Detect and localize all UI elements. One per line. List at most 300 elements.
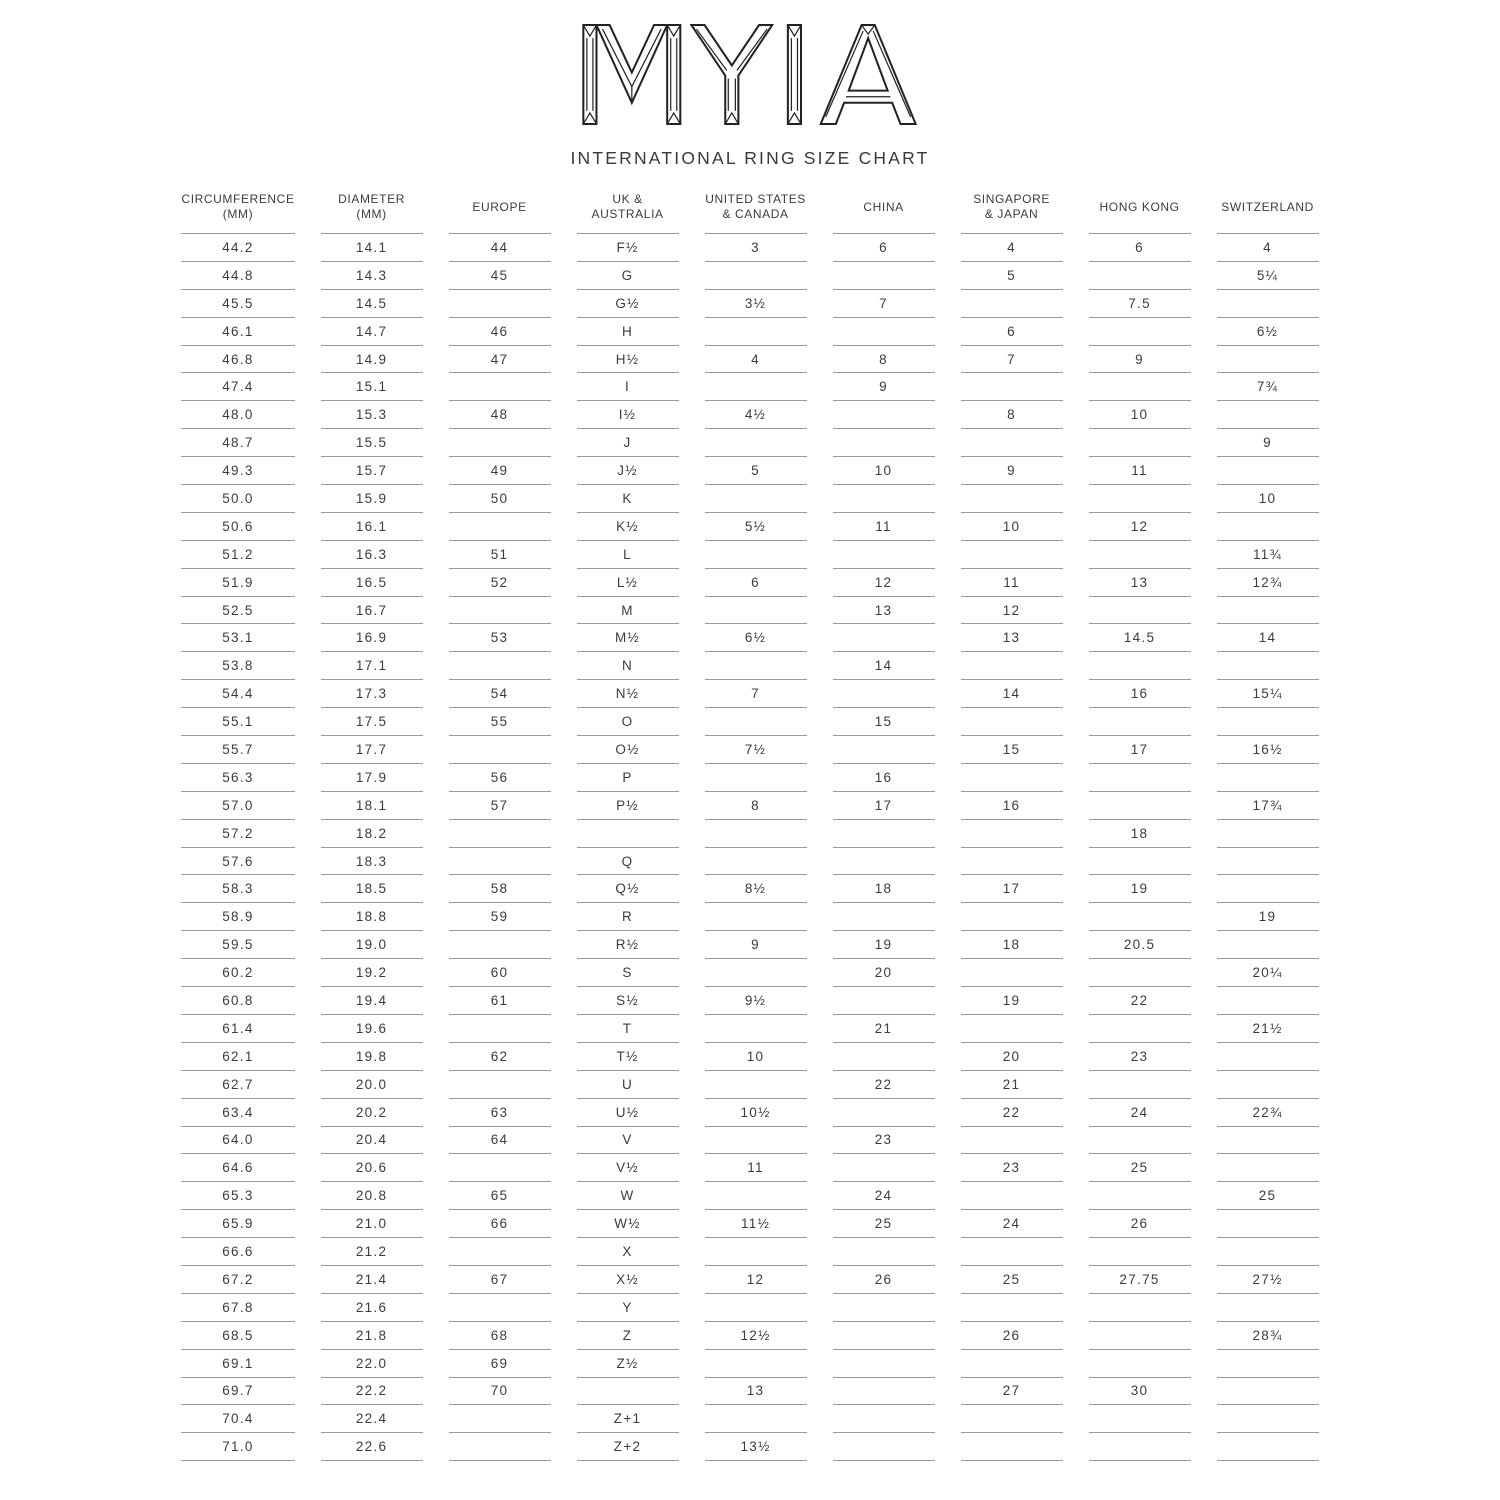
table-row xyxy=(181,1266,1318,1294)
table-cell: 21½ xyxy=(1217,1015,1319,1043)
table-cell xyxy=(449,290,551,318)
table-cell: 18 xyxy=(833,875,935,903)
table-cell xyxy=(705,373,807,401)
table-cell xyxy=(1217,1071,1319,1099)
table-cell: 46.8 xyxy=(181,346,294,374)
table-row xyxy=(181,1099,1318,1127)
table-cell xyxy=(449,652,551,680)
table-row xyxy=(181,903,1318,931)
table-cell xyxy=(1089,1405,1191,1433)
table-cell xyxy=(1089,373,1191,401)
table-cell: 67 xyxy=(449,1266,551,1294)
table-cell: 44.2 xyxy=(181,234,294,262)
table-cell: 8 xyxy=(961,401,1063,429)
table-cell: Q½ xyxy=(577,875,679,903)
column-header: SINGAPORE & JAPAN xyxy=(961,185,1063,234)
table-cell: 57.2 xyxy=(181,820,294,848)
table-cell xyxy=(961,652,1063,680)
table-row xyxy=(181,569,1318,597)
table-cell: 20.0 xyxy=(321,1071,423,1099)
table-cell xyxy=(1089,652,1191,680)
table-cell: 22¾ xyxy=(1217,1099,1319,1127)
table-cell: 7½ xyxy=(705,736,807,764)
table-cell xyxy=(449,373,551,401)
table-cell: 49.3 xyxy=(181,457,294,485)
table-cell: 47 xyxy=(449,346,551,374)
table-header-row xyxy=(181,185,1318,234)
table-cell: 6 xyxy=(705,569,807,597)
table-cell: 20.8 xyxy=(321,1182,423,1210)
table-cell: 13 xyxy=(833,597,935,625)
table-cell: 15.7 xyxy=(321,457,423,485)
table-cell: S xyxy=(577,959,679,987)
table-cell: 20¼ xyxy=(1217,959,1319,987)
table-row xyxy=(181,318,1318,346)
table-cell xyxy=(833,485,935,513)
table-cell xyxy=(833,1378,935,1406)
table-cell xyxy=(1089,1071,1191,1099)
table-cell: 13 xyxy=(1089,569,1191,597)
table-cell xyxy=(1089,1127,1191,1155)
table-cell xyxy=(833,1322,935,1350)
table-cell xyxy=(833,680,935,708)
myia-logo xyxy=(582,24,918,125)
table-cell: 12 xyxy=(1089,513,1191,541)
table-cell: 21.0 xyxy=(321,1210,423,1238)
table-cell: H½ xyxy=(577,346,679,374)
table-cell: 24 xyxy=(961,1210,1063,1238)
table-cell: Q xyxy=(577,848,679,876)
table-cell xyxy=(449,1071,551,1099)
table-cell xyxy=(705,597,807,625)
table-cell xyxy=(961,1238,1063,1266)
table-cell: 67.8 xyxy=(181,1294,294,1322)
table-row xyxy=(181,485,1318,513)
table-cell: 9 xyxy=(705,931,807,959)
table-cell xyxy=(961,764,1063,792)
table-cell: 64.6 xyxy=(181,1154,294,1182)
table-cell xyxy=(961,1433,1063,1461)
table-cell xyxy=(1089,1238,1191,1266)
table-cell xyxy=(1217,290,1319,318)
table-cell: 14.5 xyxy=(321,290,423,318)
table-row xyxy=(181,1433,1318,1461)
table-cell: 28¾ xyxy=(1217,1322,1319,1350)
table-cell xyxy=(961,290,1063,318)
table-cell: 12¾ xyxy=(1217,569,1319,597)
table-cell xyxy=(1217,764,1319,792)
table-cell: T½ xyxy=(577,1043,679,1071)
logo-letter-m xyxy=(583,25,680,124)
table-cell: 57.0 xyxy=(181,792,294,820)
table-cell xyxy=(705,1294,807,1322)
table-row xyxy=(181,541,1318,569)
table-cell: 19.4 xyxy=(321,987,423,1015)
table-cell xyxy=(833,1433,935,1461)
table-cell: 24 xyxy=(833,1182,935,1210)
table-cell xyxy=(1217,346,1319,374)
table-cell: Z xyxy=(577,1322,679,1350)
table-cell xyxy=(1089,1015,1191,1043)
table-cell xyxy=(961,429,1063,457)
table-cell: X½ xyxy=(577,1266,679,1294)
logo-container xyxy=(0,0,1500,130)
table-cell xyxy=(1089,1182,1191,1210)
table-cell xyxy=(705,959,807,987)
table-cell xyxy=(833,848,935,876)
table-cell xyxy=(449,1405,551,1433)
table-cell xyxy=(449,1238,551,1266)
table-cell: 17.9 xyxy=(321,764,423,792)
table-cell: J xyxy=(577,429,679,457)
table-row xyxy=(181,1043,1318,1071)
table-cell: 22 xyxy=(961,1099,1063,1127)
table-cell: U½ xyxy=(577,1099,679,1127)
table-cell: 60.2 xyxy=(181,959,294,987)
table-cell: G xyxy=(577,262,679,290)
table-cell: 13½ xyxy=(705,1433,807,1461)
table-cell xyxy=(961,848,1063,876)
table-cell: 64 xyxy=(449,1127,551,1155)
table-cell xyxy=(705,1405,807,1433)
table-cell xyxy=(705,318,807,346)
table-cell: P½ xyxy=(577,792,679,820)
table-cell: 52 xyxy=(449,569,551,597)
table-row xyxy=(181,708,1318,736)
table-cell: 20 xyxy=(961,1043,1063,1071)
table-cell: 15¼ xyxy=(1217,680,1319,708)
table-cell: 69.1 xyxy=(181,1350,294,1378)
table-cell: 7 xyxy=(833,290,935,318)
table-cell xyxy=(833,541,935,569)
table-row xyxy=(181,1210,1318,1238)
table-row xyxy=(181,736,1318,764)
table-row xyxy=(181,290,1318,318)
table-cell: 54.4 xyxy=(181,680,294,708)
table-cell: 12 xyxy=(961,597,1063,625)
table-cell: 18.2 xyxy=(321,820,423,848)
table-row xyxy=(181,234,1318,262)
table-cell xyxy=(449,1015,551,1043)
table-cell: 59 xyxy=(449,903,551,931)
table-cell xyxy=(1217,820,1319,848)
table-cell: 52.5 xyxy=(181,597,294,625)
table-cell xyxy=(1217,1433,1319,1461)
table-cell: 6½ xyxy=(705,624,807,652)
table-cell: 19.6 xyxy=(321,1015,423,1043)
table-cell: 19 xyxy=(833,931,935,959)
table-cell: J½ xyxy=(577,457,679,485)
table-cell: 18.8 xyxy=(321,903,423,931)
table-cell xyxy=(1217,1294,1319,1322)
table-cell: 46.1 xyxy=(181,318,294,346)
table-row xyxy=(181,987,1318,1015)
table-cell: 61 xyxy=(449,987,551,1015)
logo-letter-a xyxy=(821,25,916,124)
table-row xyxy=(181,1238,1318,1266)
table-cell xyxy=(833,318,935,346)
table-cell: Y xyxy=(577,1294,679,1322)
table-cell: 19 xyxy=(961,987,1063,1015)
table-cell: 17 xyxy=(833,792,935,820)
table-cell: 6 xyxy=(961,318,1063,346)
table-cell: 12½ xyxy=(705,1322,807,1350)
table-cell: 4½ xyxy=(705,401,807,429)
table-cell: 56 xyxy=(449,764,551,792)
table-cell xyxy=(1217,708,1319,736)
table-row xyxy=(181,1350,1318,1378)
table-cell: 16 xyxy=(1089,680,1191,708)
table-cell xyxy=(833,429,935,457)
table-cell: 69.7 xyxy=(181,1378,294,1406)
table-cell xyxy=(705,652,807,680)
table-cell: 17.1 xyxy=(321,652,423,680)
table-cell: 22.2 xyxy=(321,1378,423,1406)
table-cell: K xyxy=(577,485,679,513)
table-cell: 16.3 xyxy=(321,541,423,569)
table-cell: 68 xyxy=(449,1322,551,1350)
table-cell: 11 xyxy=(1089,457,1191,485)
table-cell: 17.3 xyxy=(321,680,423,708)
table-cell xyxy=(449,931,551,959)
table-cell xyxy=(705,1127,807,1155)
table-cell: 26 xyxy=(961,1322,1063,1350)
table-cell: 62.1 xyxy=(181,1043,294,1071)
table-cell xyxy=(1089,1322,1191,1350)
table-cell: 3½ xyxy=(705,290,807,318)
table-cell xyxy=(1089,541,1191,569)
table-row xyxy=(181,792,1318,820)
table-cell: 15 xyxy=(833,708,935,736)
table-cell xyxy=(705,429,807,457)
table-cell: 22.4 xyxy=(321,1405,423,1433)
table-cell xyxy=(705,764,807,792)
table-cell xyxy=(1217,652,1319,680)
table-cell: 62.7 xyxy=(181,1071,294,1099)
table-cell xyxy=(705,848,807,876)
table-cell xyxy=(1089,792,1191,820)
table-cell: 22.0 xyxy=(321,1350,423,1378)
table-cell: F½ xyxy=(577,234,679,262)
table-cell: 50.0 xyxy=(181,485,294,513)
table-cell xyxy=(961,959,1063,987)
table-cell: 60.8 xyxy=(181,987,294,1015)
table-cell xyxy=(833,1294,935,1322)
table-cell xyxy=(1089,903,1191,931)
table-cell xyxy=(449,820,551,848)
table-cell: 23 xyxy=(1089,1043,1191,1071)
column-header: UNITED STATES & CANADA xyxy=(705,185,807,234)
table-head xyxy=(181,185,1318,234)
table-cell: 24 xyxy=(1089,1099,1191,1127)
table-cell: 68.5 xyxy=(181,1322,294,1350)
table-cell xyxy=(961,485,1063,513)
table-cell: 49 xyxy=(449,457,551,485)
table-cell: 14.5 xyxy=(1089,624,1191,652)
table-cell: 70.4 xyxy=(181,1405,294,1433)
table-row xyxy=(181,875,1318,903)
table-row xyxy=(181,346,1318,374)
table-cell xyxy=(961,1405,1063,1433)
table-cell xyxy=(961,708,1063,736)
table-cell: 13 xyxy=(961,624,1063,652)
table-cell: 17¾ xyxy=(1217,792,1319,820)
table-cell: 16.5 xyxy=(321,569,423,597)
table-cell: M xyxy=(577,597,679,625)
table-cell: 6½ xyxy=(1217,318,1319,346)
column-header: EUROPE xyxy=(449,185,551,234)
table-cell: 7.5 xyxy=(1089,290,1191,318)
page-title: INTERNATIONAL RING SIZE CHART xyxy=(570,148,930,168)
table-cell: 26 xyxy=(1089,1210,1191,1238)
table-cell: 54 xyxy=(449,680,551,708)
table-cell xyxy=(833,1154,935,1182)
table-cell: 9 xyxy=(961,457,1063,485)
table-cell: 56.3 xyxy=(181,764,294,792)
table-cell: 44 xyxy=(449,234,551,262)
table-cell xyxy=(705,820,807,848)
table-cell: 21.6 xyxy=(321,1294,423,1322)
table-cell xyxy=(1089,597,1191,625)
table-cell xyxy=(1217,597,1319,625)
column-header: UK & AUSTRALIA xyxy=(577,185,679,234)
table-cell: 48.0 xyxy=(181,401,294,429)
table-cell: 21.8 xyxy=(321,1322,423,1350)
table-row xyxy=(181,931,1318,959)
table-cell: 27½ xyxy=(1217,1266,1319,1294)
table-cell xyxy=(1089,262,1191,290)
table-cell: 5¼ xyxy=(1217,262,1319,290)
table-cell: 63.4 xyxy=(181,1099,294,1127)
table-cell: O½ xyxy=(577,736,679,764)
table-cell: 14.3 xyxy=(321,262,423,290)
table-cell: 55.1 xyxy=(181,708,294,736)
table-cell: 11 xyxy=(705,1154,807,1182)
table-row xyxy=(181,597,1318,625)
table-cell xyxy=(1217,987,1319,1015)
table-cell: 6 xyxy=(833,234,935,262)
table-row xyxy=(181,513,1318,541)
table-cell: T xyxy=(577,1015,679,1043)
table-row xyxy=(181,1154,1318,1182)
table-cell: 22.6 xyxy=(321,1433,423,1461)
table-cell: 21.2 xyxy=(321,1238,423,1266)
column-header: HONG KONG xyxy=(1089,185,1191,234)
table-cell: Z+1 xyxy=(577,1405,679,1433)
table-cell: 11¾ xyxy=(1217,541,1319,569)
table-cell: 18.3 xyxy=(321,848,423,876)
table-cell: 9 xyxy=(1217,429,1319,457)
table-row xyxy=(181,1015,1318,1043)
table-cell xyxy=(1217,1154,1319,1182)
table-cell: 55.7 xyxy=(181,736,294,764)
table-cell xyxy=(577,1378,679,1406)
table-cell: 44.8 xyxy=(181,262,294,290)
table-cell: 47.4 xyxy=(181,373,294,401)
table-cell: 50.6 xyxy=(181,513,294,541)
table-cell: 16 xyxy=(961,792,1063,820)
table-cell: 20.4 xyxy=(321,1127,423,1155)
table-cell xyxy=(705,485,807,513)
table-cell xyxy=(961,820,1063,848)
table-cell: 10 xyxy=(1089,401,1191,429)
table-cell: 15.1 xyxy=(321,373,423,401)
table-cell: K½ xyxy=(577,513,679,541)
table-cell xyxy=(705,262,807,290)
table-cell: 66.6 xyxy=(181,1238,294,1266)
table-cell xyxy=(1217,848,1319,876)
table-cell: 12 xyxy=(705,1266,807,1294)
table-cell xyxy=(833,1043,935,1071)
table-cell: 30 xyxy=(1089,1378,1191,1406)
table-row xyxy=(181,1294,1318,1322)
table-cell: 16.9 xyxy=(321,624,423,652)
table-cell: 5½ xyxy=(705,513,807,541)
table-cell: L xyxy=(577,541,679,569)
table-cell xyxy=(1217,401,1319,429)
table-cell: 15 xyxy=(961,736,1063,764)
table-cell xyxy=(449,1294,551,1322)
table-cell xyxy=(833,401,935,429)
table-cell xyxy=(1089,318,1191,346)
table-cell: 14.7 xyxy=(321,318,423,346)
table-cell: 7¾ xyxy=(1217,373,1319,401)
table-cell xyxy=(705,1238,807,1266)
logo-letter-i xyxy=(788,25,801,124)
table-cell: M½ xyxy=(577,624,679,652)
table-cell: 26 xyxy=(833,1266,935,1294)
table-cell: 8 xyxy=(705,792,807,820)
table-cell: 16 xyxy=(833,764,935,792)
table-cell: 4 xyxy=(1217,234,1319,262)
table-cell: 18 xyxy=(961,931,1063,959)
table-cell: 18 xyxy=(1089,820,1191,848)
table-cell: 55 xyxy=(449,708,551,736)
table-cell: 20.2 xyxy=(321,1099,423,1127)
table-cell: 11 xyxy=(833,513,935,541)
table-cell xyxy=(961,1294,1063,1322)
table-cell: 53.8 xyxy=(181,652,294,680)
table-cell xyxy=(833,1099,935,1127)
table-row xyxy=(181,820,1318,848)
table-cell: 18.1 xyxy=(321,792,423,820)
table-row xyxy=(181,373,1318,401)
table-cell: 67.2 xyxy=(181,1266,294,1294)
table-cell: Z+2 xyxy=(577,1433,679,1461)
table-cell: 8½ xyxy=(705,875,807,903)
table-cell: 5 xyxy=(705,457,807,485)
table-cell xyxy=(705,1182,807,1210)
table-cell xyxy=(1089,959,1191,987)
table-cell: 25 xyxy=(961,1266,1063,1294)
table-cell: 48.7 xyxy=(181,429,294,457)
table-row xyxy=(181,1322,1318,1350)
table-row xyxy=(181,624,1318,652)
table-cell xyxy=(705,903,807,931)
table-row xyxy=(181,1127,1318,1155)
table-cell: 70 xyxy=(449,1378,551,1406)
table-cell: 19.2 xyxy=(321,959,423,987)
table-cell: 8 xyxy=(833,346,935,374)
table-cell: 10 xyxy=(1217,485,1319,513)
table-cell: 14 xyxy=(833,652,935,680)
table-cell xyxy=(961,1127,1063,1155)
table-cell: 57 xyxy=(449,792,551,820)
table-cell: I xyxy=(577,373,679,401)
table-cell xyxy=(833,262,935,290)
table-cell xyxy=(1089,1294,1191,1322)
table-cell: Z½ xyxy=(577,1350,679,1378)
